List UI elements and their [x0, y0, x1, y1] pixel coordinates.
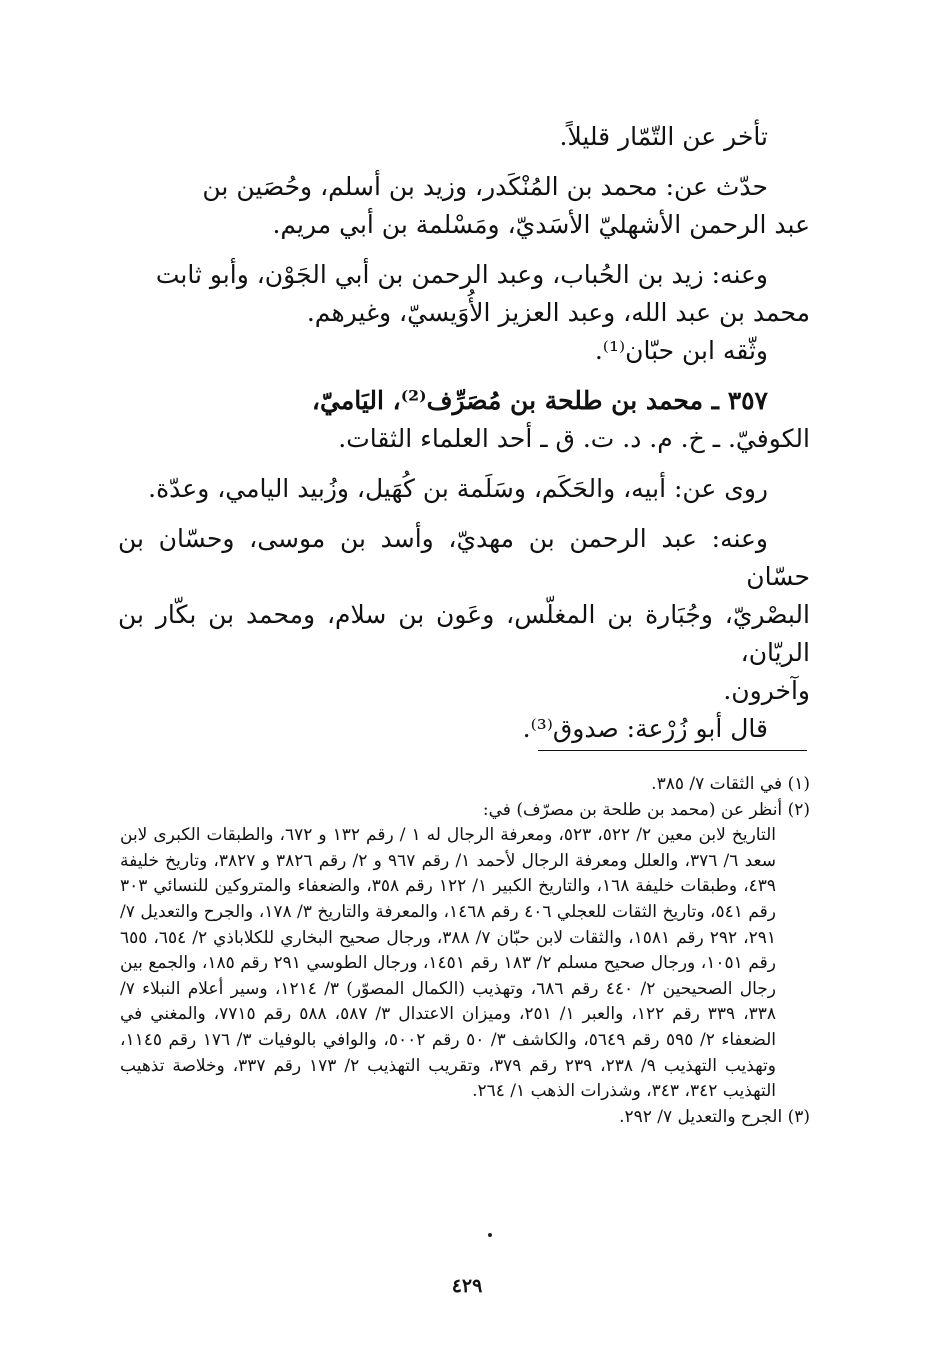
footnote-3-marker: (٣) — [787, 1106, 810, 1127]
print-speck — [488, 1233, 492, 1237]
footnote-2-sources: التاريخ لابن معين ٢/ ٥٢٢، ٥٢٣، ومعرفة الرجال له ١ / رقم ١٣٢ و ٦٧٢، والطبقات الكبرى لابن سعد ٦/ ٣٧٦، والعلل ومعرفة الرجال لأحمد ١/ رقم ٩٦٧ و ٢/ رقم ٣٨٢٦ و ٣٨٢٧، وتاريخ خليفة ٤٣٩، وطبقات خليفة ١٦٨، والتاريخ الكبير ١/ ١٢٢ رقم ٣٥٨، والضعفاء والمتروكين للنسائي ٣٠٣ رقم ٥٤١، وتاريخ الثقات للعجلي ٤٠٦ رقم ١٤٦٨، والمعرفة والتاريخ ٣/ ١٧٨، والجرح والتعديل ٧/ ٢٩١، ٢٩٢ رقم ١٥٨١، والثقات لابن حبّان ٧/ ٣٨٨، ورجال صحيح البخاري للكلاباذي ٢/ ٦٥٤، ٦٥٥ رقم ١٠٥١، ورجال صحيح مسلم ٢/ ١٨٣ رقم ١٤٥١، ورجال الطوسي ٢٩١ رقم ١٨٥، والجمع بين رجال الصحيحين ٢/ ٤٤٠ رقم ٦٨٦، وتهذيب (الكمال المصوّر) ٣/ ١٢١٤، وسير أعلام النبلاء ٧/ ٣٣٨، ٣٣٩ رقم ١٢٢، والعبر ١/ ٢٥١، وميزان الاعتدال ٣/ ٥٨٧، ٥٨٨ رقم ٧٧١٥، والمغني في الضعفاء ٢/ ٥٩٥ رقم ٥٦٤٩، والكاشف ٣/ ٥٠ رقم ٥٠٠٢، والوافي بالوفيات ٣/ ١٧٦ رقم ١١٤٥، وتهذيب التهذيب ٩/ ٢٣٨، ٢٣٩ رقم ٣٧٩، وتقريب التهذيب ٢/ ١٧٣ رقم ٣٣٧، وخلاصة تذهيب التهذيب ٣٤٢، ٣٤٣، وشذرات الذهب ١/ ٢٦٤. — [120, 825, 777, 1102]
narrated-from-entry: روى عن: أبيه، والحَكَم، وسَلَمة بن كُهَيل، وزُبيد اليامي، وعدّة. — [148, 474, 768, 503]
footnotes — [120, 772, 810, 1130]
entry-heading-line-1: ٣٥٧ ـ محمد بن طلحة بن مُصَرِّف⁽²⁾، اليَاميّ، — [311, 386, 768, 415]
main-text — [118, 118, 810, 748]
footnote-2 — [120, 798, 810, 824]
narrated-from-line-2: عبد الرحمن الأشهليّ الأسَديّ، ومَسْلمة بن أبي مريم. — [272, 210, 810, 239]
entry-narrators-line-3: وآخرون. — [723, 676, 810, 705]
footnote-3 — [120, 1105, 810, 1131]
footnote-1-marker: (١) — [787, 774, 810, 794]
page-number: ٤٢٩ — [451, 1275, 483, 1297]
footnote-2-marker: (٢) — [787, 799, 810, 820]
entry-narrators-line-2: البصْريّ، وجُبَارة بن المغلّس، وعَون بن سلام، ومحمد بن بكّار بن الريّان، — [118, 600, 810, 667]
entry-narrators-line-1: وعنه: عبد الرحمن بن مهديّ، وأسد بن موسى، وحسّان بن حسّان — [118, 524, 810, 591]
entry-heading-line-2: الكوفيّ. ـ خ. م. د. ت. ق ـ أحد العلماء الثقات. — [338, 424, 810, 453]
text-line-continuation: تأخر عن التّمّار قليلاً. — [559, 122, 768, 151]
narrators-line-2: محمد بن عبد الله، وعبد العزيز الأُوَيسيّ، وغيرهم. — [306, 298, 810, 327]
footnote-2-text: أنظر عن (محمد بن طلحة بن مصرّف) في: — [482, 799, 783, 820]
footnote-divider — [538, 750, 807, 751]
authentication-line: وثّقه ابن حبّان⁽¹⁾. — [594, 336, 768, 365]
abu-zura-statement: قال أبو زُرْعة: صدوق⁽³⁾. — [522, 714, 768, 743]
footnote-3-text: الجرح والتعديل ٧/ ٢٩٢. — [619, 1106, 783, 1127]
footnote-1-text: في الثقات ٧/ ٣٨٥. — [651, 774, 783, 794]
narrators-line-1: وعنه: زيد بن الحُباب، وعبد الرحمن بن أبي الجَوْن، وأبو ثابت — [155, 260, 768, 289]
narrated-from-line-1: حدّث عن: محمد بن المُنْكَدر، وزيد بن أسلم، وحُصَين بن — [202, 172, 768, 201]
footnote-1 — [120, 772, 810, 798]
